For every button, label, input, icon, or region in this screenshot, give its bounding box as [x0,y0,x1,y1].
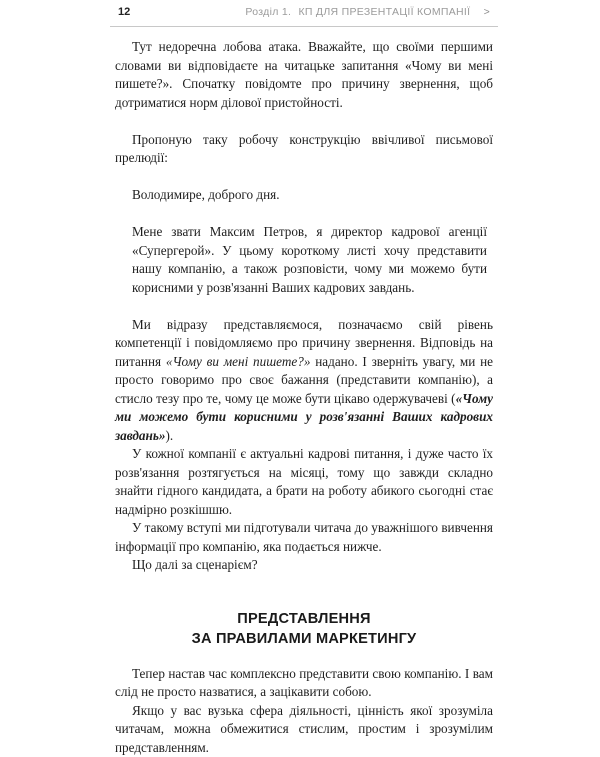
chapter-title: КП ДЛЯ ПРЕЗЕНТАЦІЇ КОМПАНІЇ [298,6,470,18]
chevron-right-icon: > [484,6,490,18]
paragraph-3-text-c: ). [165,428,173,443]
paragraph-6: Що далі за сценарієм? [115,556,493,575]
paragraph-4: У кожної компанії є актуальні кадрові питання, і дуже часто їх розв'язання розтягується на місяці, тому що завжди складно знайти гідного кандидата, а брати на роботу абикого сьогодні стає надмірно розкішшю. [115,445,493,519]
letter-greeting: Володимире, доброго дня. [132,186,487,205]
paragraph-2: Пропоную таку робочу конструкцію ввічливої письмової прелюдії: [115,131,493,168]
paragraph-3-bold-italic: «Чому ми можемо бути корисними у розв'язанні Ваших кадрових завдань» [115,391,493,443]
paragraph-3-text-a: Ми відразу представляємося, позначаємо свій рівень компетенції і повідомляємо про причину звернення. Відповідь на питання [115,317,493,369]
running-head [245,6,490,18]
paragraph-7: Тепер настав час комплексно представити свою компанію. І вам слід не просто назватися, а зацікавити собою. [115,665,493,702]
chapter-label: Розділ 1. [245,6,291,18]
page-header [110,0,498,27]
paragraph-1: Тут недоречна лобова атака. Вважайте, що своїми першими словами ви відповідаєте на читацьке запитання «Чому ви мені пишете?». Спочатку повідомте про причину звернення, щоб дотриматися норм ділової пристойності. [115,38,493,112]
paragraph-3-text-b: надано. І зверніть увагу, ми не просто говоримо про своє бажання (представити компанію), а стисло тезу про те, чому це може бути цікаво одержувачеві ( [115,354,493,406]
section-title-line-2: ЗА ПРАВИЛАМИ МАРКЕТИНГУ [115,629,493,649]
paragraph-3-emphasis: «Чому ви мені пишете?» [166,354,311,369]
section-title [115,609,493,649]
paragraph-8: Якщо у вас вузька сфера діяльності, цінність якої зрозуміла читачам, можна обмежитися стислим, простим і зрозумілим представленням. [115,702,493,757]
paragraph-5: У такому вступі ми підготували читача до уважнішого вивчення інформації про компанію, яка подається нижче. [115,519,493,556]
page-number: 12 [118,6,130,18]
section-title-line-1: ПРЕДСТАВЛЕННЯ [115,609,493,629]
paragraph-3 [115,316,493,446]
letter-body: Мене звати Максим Петров, я директор кадрової агенції «Супергерой». У цьому короткому листі хочу представити нашу компанію, а також розповісти, чому ми можемо бути корисними у розв'язанні Ваших кадрових завдань. [132,223,487,297]
page-content [115,38,493,757]
